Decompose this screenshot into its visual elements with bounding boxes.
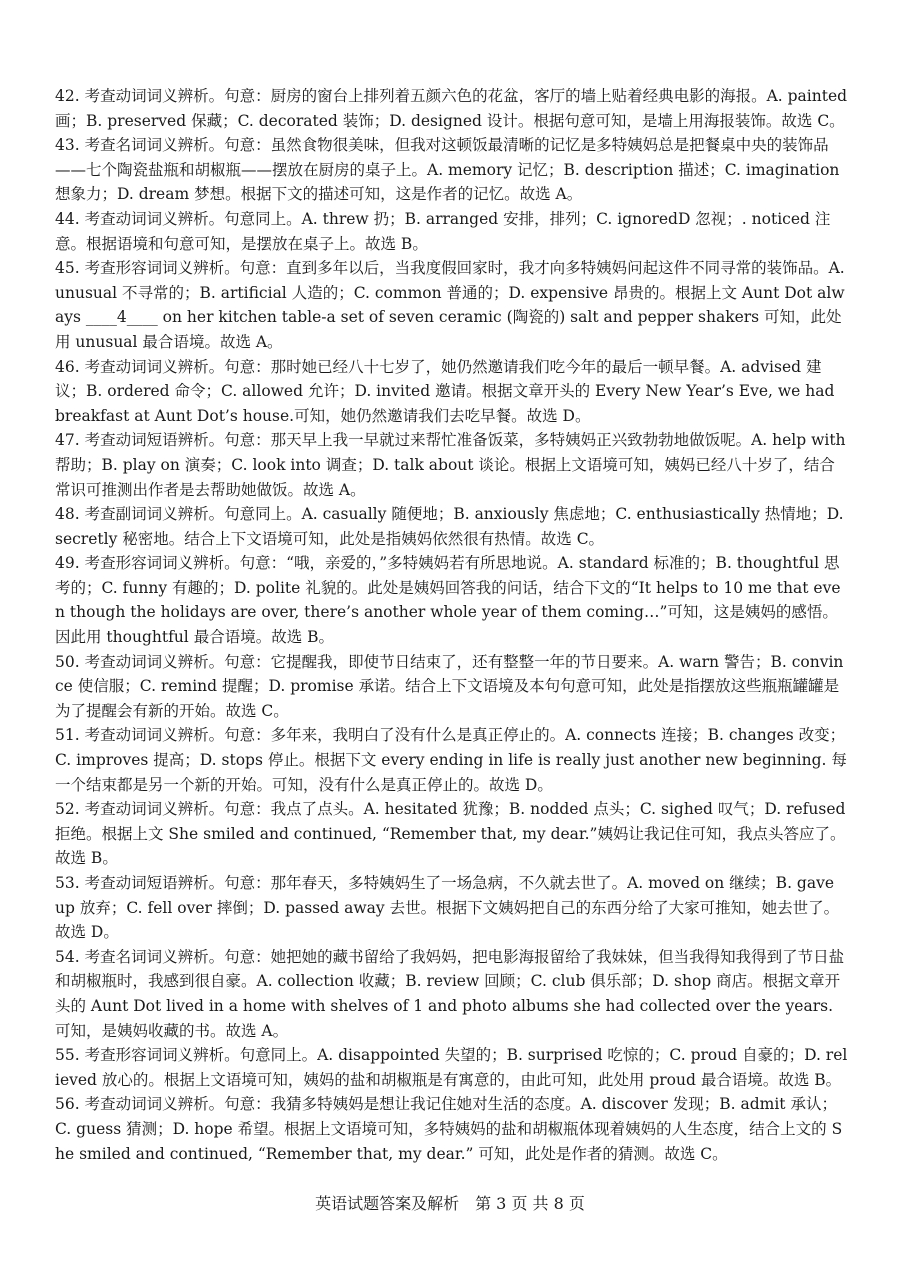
answer-item-55: 55. 考查形容词词义辨析。句意同上。A. disappointed 失望的；B. surprised 吃惊的；C. proud 自豪的；D. relieved 放心的。根据上文语境可知，姨妈的盐和胡椒瓶是有寓意的，由此可知，此处用 proud 最合语境。故选 B。 bbox=[55, 1046, 848, 1089]
answer-item-53: 53. 考查动词短语辨析。句意：那年春天，多特姨妈生了一场急病，不久就去世了。A. moved on 继续；B. gave up 放弃；C. fell over 摔倒；D. passed away 去世。根据下文姨妈把自己的东西分给了大家可推知，她去世了。故选 D。 bbox=[55, 874, 840, 942]
answer-item-44: 44. 考查动词词义辨析。句意同上。A. threw 扔；B. arranged 安排，排列；C. ignoredD 忽视；. noticed 注意。根据语境和句意可知，是摆放在桌子上。故选 B。 bbox=[55, 209, 831, 253]
answer-item-45: 45. 考查形容词词义辨析。句意：直到多年以后，当我度假回家时，我才向多特姨妈问起这件不同寻常的装饰品。A. unusual 不寻常的；B. artificial 人造的；C. common 普通的；D. expensive 昂贵的。根据上文 Aunt Dot always ____4____ on her kitchen table-a set of seven ceramic (陶瓷的) salt and pepper shakers 可知，此处用 unusual 最合语境。故选 A。 bbox=[55, 259, 845, 351]
answer-item-56: 56. 考查动词词义辨析。句意：我猜多特姨妈是想让我记住她对生活的态度。A. discover 发现；B. admit 承认；C. guess 猜测；D. hope 希望。根据上文语境可知，多特姨妈的盐和胡椒瓶体现着姨妈的人生态度，结合上文的 She smiled and continued, “Remember that, my dear.” 可知，此处是作者的猜测。故选 C。 bbox=[55, 1095, 843, 1163]
answer-item-52: 52. 考查动词词义辨析。句意：我点了点头。A. hesitated 犹豫；B. nodded 点头；C. sighed 叹气；D. refused 拒绝。根据上文 She smiled and continued, “Remember that, my dear.”姨妈让我记住可知，我点头答应了。故选 B。 bbox=[55, 800, 846, 868]
answer-item-48: 48. 考查副词词义辨析。句意同上。A. casually 随便地；B. anxiously 焦虑地；C. enthusiastically 热情地；D. secretly 秘密地。结合上下文语境可知，此处是指姨妈依然很有热情。故选 C。 bbox=[55, 505, 844, 548]
answer-list bbox=[55, 84, 848, 1166]
answer-item-43: 43. 考查名词词义辨析。句意：虽然食物很美味，但我对这顿饭最清晰的记忆是多特姨妈总是把餐桌中央的装饰品——七个陶瓷盐瓶和胡椒瓶——摆放在厨房的桌子上。A. memory 记忆；B. description 描述；C. imagination 想象力；D. dream 梦想。根据下文的描述可知，这是作者的记忆。故选 A。 bbox=[55, 136, 840, 204]
page-footer: 英语试题答案及解析 第 3 页 共 8 页 bbox=[315, 1194, 585, 1213]
answer-item-54: 54. 考查名词词义辨析。句意：她把她的藏书留给了我妈妈，把电影海报留给了我妹妹，但当我得知我得到了节日盐和胡椒瓶时，我感到很自豪。A. collection 收藏；B. review 回顾；C. club 俱乐部；D. shop 商店。根据文章开头的 Aunt Dot lived in a home with shelves of 1 and photo albums she had collected over the years. 可知，是姨妈收藏的书。故选 A。 bbox=[55, 947, 845, 1040]
answer-item-50: 50. 考查动词词义辨析。句意：它提醒我，即使节日结束了，还有整整一年的节日要来。A. warn 警告；B. convince 使信服；C. remind 提醒；D. promise 承诺。结合上下文语境及本句句意可知，此处是指摆放这些瓶瓶罐罐是为了提醒会有新的开始。故选 C。 bbox=[55, 652, 844, 720]
answer-item-49: 49. 考查形容词词义辨析。句意：“哦，亲爱的，”多特姨妈若有所思地说。A. standard 标准的；B. thoughtful 思考的；C. funny 有趣的；D. polite 礼貌的。此处是姨妈回答我的问话，结合下文的“It helps to 10 me that even though the holidays are over, there’s another whole year of them coming…”可知，这是姨妈的感悟。因此用 thoughtful 最合语境。故选 B。 bbox=[55, 554, 841, 647]
answer-item-42: 42. 考查动词词义辨析。句意：厨房的窗台上排列着五颜六色的花盆，客厅的墙上贴着经典电影的海报。A. painted 画；B. preserved 保藏；C. decorated 装饰；D. designed 设计。根据句意可知，是墙上用海报装饰。故选 C。 bbox=[55, 87, 848, 130]
answer-item-46: 46. 考查动词词义辨析。句意：那时她已经八十七岁了，她仍然邀请我们吃今年的最后一顿早餐。A. advised 建议；B. ordered 命令；C. allowed 允许；D. invited 邀请。根据文章开头的 Every New Year’s Eve, we had breakfast at Aunt Dot’s house.可知，她仍然邀请我们去吃早餐。故选 D。 bbox=[55, 357, 835, 425]
answer-item-47: 47. 考查动词短语辨析。句意：那天早上我一早就过来帮忙准备饭菜，多特姨妈正兴致勃勃地做饭呢。A. help with 帮助；B. play on 演奏；C. look into 调查；D. talk about 谈论。根据上文语境可知，姨妈已经八十岁了，结合常识可推测出作者是去帮助她做饭。故选 A。 bbox=[55, 431, 846, 499]
answer-item-51: 51. 考查动词词义辨析。句意：多年来，我明白了没有什么是真正停止的。A. connects 连接；B. changes 改变；C. improves 提高；D. stops 停止。根据下文 every ending in life is really just another new beginning. 每一个结束都是另一个新的开始。可知，没有什么是真正停止的。故选 D。 bbox=[55, 726, 847, 794]
